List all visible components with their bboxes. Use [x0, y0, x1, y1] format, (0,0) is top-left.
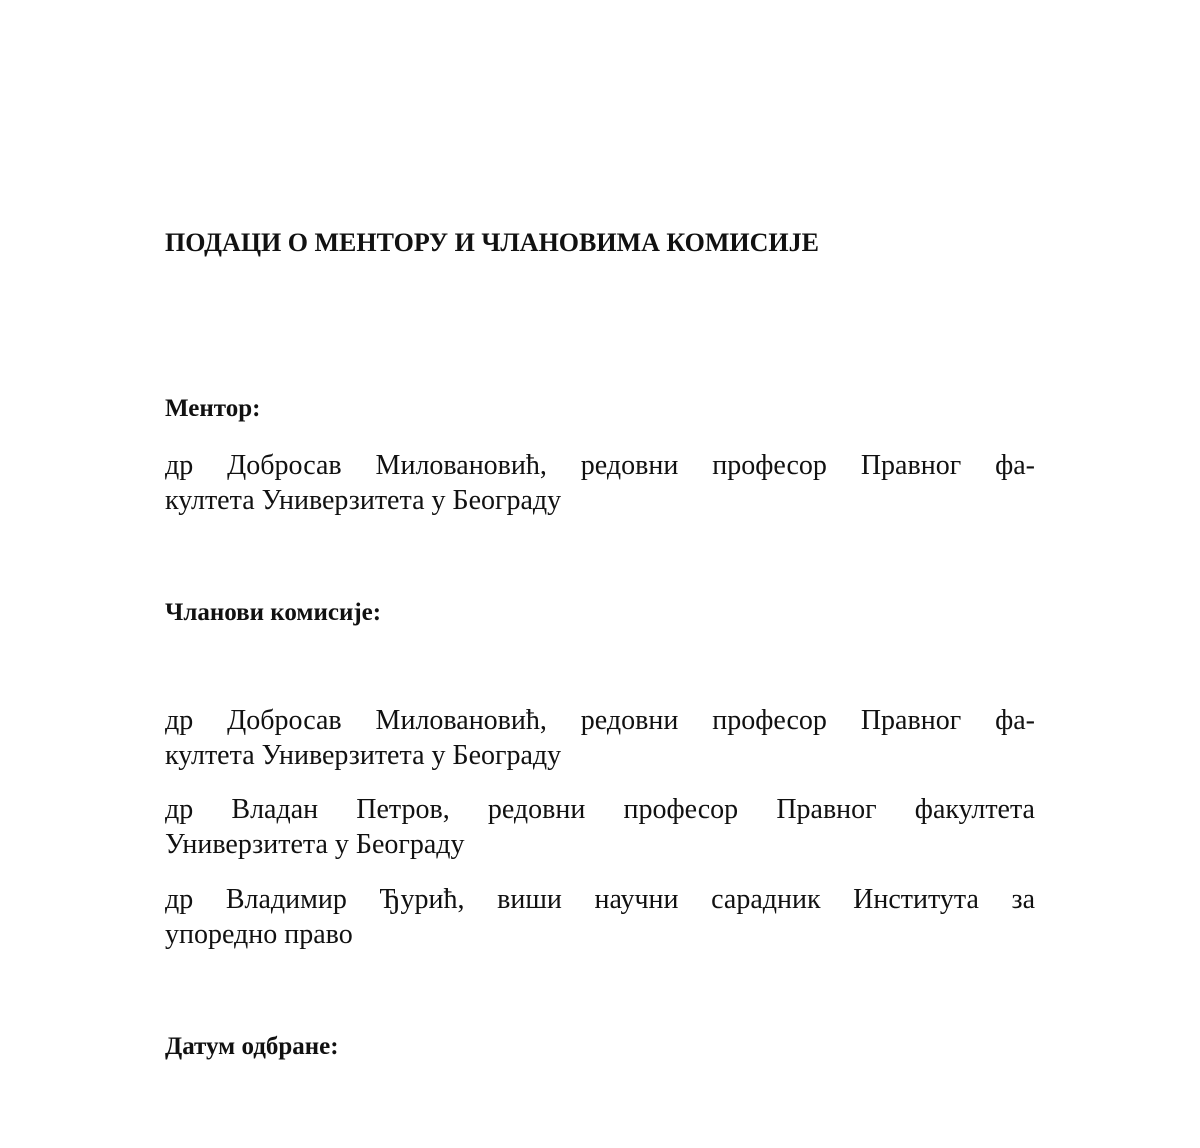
member-line-1: др Добросав Миловановић, редовни професор Правног фа- [165, 705, 1035, 736]
member-line-2: упоредно право [165, 919, 353, 950]
member-line-1: др Владимир Ђурић, виши научни сарадник Института за [165, 884, 1035, 915]
member-line-2: Универзитета у Београду [165, 829, 465, 860]
mentor-line-2: култета Универзитета у Београду [165, 485, 562, 516]
mentor-line-1: др Добросав Миловановић, редовни професор Правног фа- [165, 450, 1035, 481]
defense-date-label: Датум одбране: [165, 1033, 339, 1060]
member-line-2: култета Универзитета у Београду [165, 740, 562, 771]
mentor-label: Ментор: [165, 395, 261, 422]
member-line-1: др Владан Петров, редовни професор Правног факултета [165, 794, 1035, 825]
page-title: ПОДАЦИ О МЕНТОРУ И ЧЛАНОВИМА КОМИСИЈЕ [165, 228, 819, 257]
committee-label: Чланови комисије: [165, 599, 382, 626]
